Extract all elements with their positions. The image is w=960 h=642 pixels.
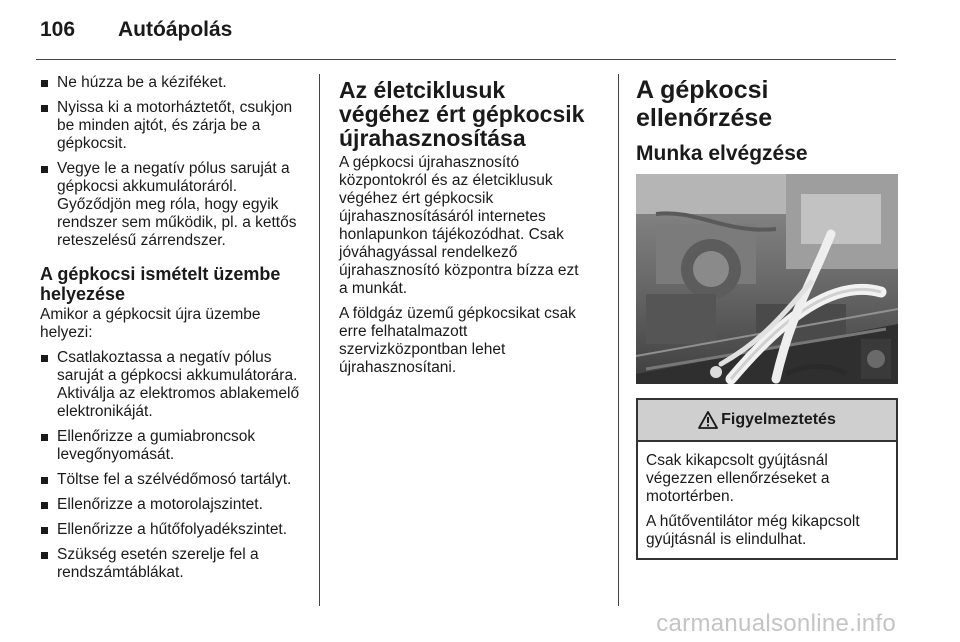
recommission-intro: Amikor a gépkocsit újra üzembe helyezi: [40,306,261,341]
warning-paragraph: A hűtőventilátor még kikapcsolt gyújtásnál is elindulhat. [646,513,860,548]
section-heading-vehicle-checks: A gépkocsi ellenőrzése [636,76,773,132]
subheading-performing-work: Munka elvégzése [636,142,808,165]
list-item: Ellenőrizze a hűtőfolyadékszintet. [40,521,308,539]
page-header [40,18,232,42]
list-item: Vegye le a negatív pólus saruját a gépkocsi akkumulátoráról. Győződjön meg róla, hogy egyik rendszer sem működik, pl. a kettős reteszelésű zárrendszer. [40,160,308,250]
list-item: Szükség esetén szerelje fel a rendszámtáblákat. [40,546,308,582]
warning-body [638,442,896,558]
chapter-title: Autóápolás [118,18,233,41]
column-2 [339,74,589,384]
watermark: carmanualsonline.info [656,610,896,637]
column-3 [636,70,901,560]
list-item: Ne húzza be a kéziféket. [40,74,308,92]
recycling-paragraph: A földgáz üzemű gépkocsikat csak erre felhatalmazott szervizközpontban lehet újrahasznosítani. [339,305,576,376]
warning-header [638,400,896,442]
list-item: Ellenőrizze a motorolajszintet. [40,496,308,514]
warning-triangle-icon [698,411,718,429]
recycling-paragraph: A gépkocsi újrahasznosító központokról és az életciklusuk végéhez ért gépkocsik újrahasznosításáról internetes honlapunkon tájékozódhat. Csak jóváhagyással rendelkező újrahasznosító központra bízza ezt a munkát. [339,154,579,297]
engine-bay-photo [636,174,898,384]
warning-box [636,398,898,560]
warning-title: Figyelmeztetés [721,411,836,428]
column-divider-1 [319,74,320,606]
storage-steps-list [40,74,308,250]
column-divider-2 [618,74,619,606]
list-item: Töltse fel a szélvédőmosó tartályt. [40,471,308,489]
warning-paragraph: Csak kikapcsolt gyújtásnál végezzen ellenőrzéseket a motortérben. [646,452,830,505]
page-number: 106 [40,18,76,41]
section-heading-recycling: Az életciklusuk végéhez ért gépkocsik újrahasznosítása [339,77,585,151]
section-heading-recommission: A gépkocsi ismételt üzembe helyezése [40,264,281,304]
header-rule [36,59,896,60]
list-item: Nyissa ki a motorháztetőt, csukjon be minden ajtót, és zárja be a gépkocsit. [40,99,308,153]
recommission-steps-list [40,349,308,582]
list-item: Ellenőrizze a gumiabroncsok levegőnyomását. [40,428,308,464]
list-item: Csatlakoztassa a negatív pólus saruját a gépkocsi akkumulátorára. Aktiválja az elektromos ablakemelő elektronikáját. [40,349,308,421]
column-1 [40,74,308,589]
